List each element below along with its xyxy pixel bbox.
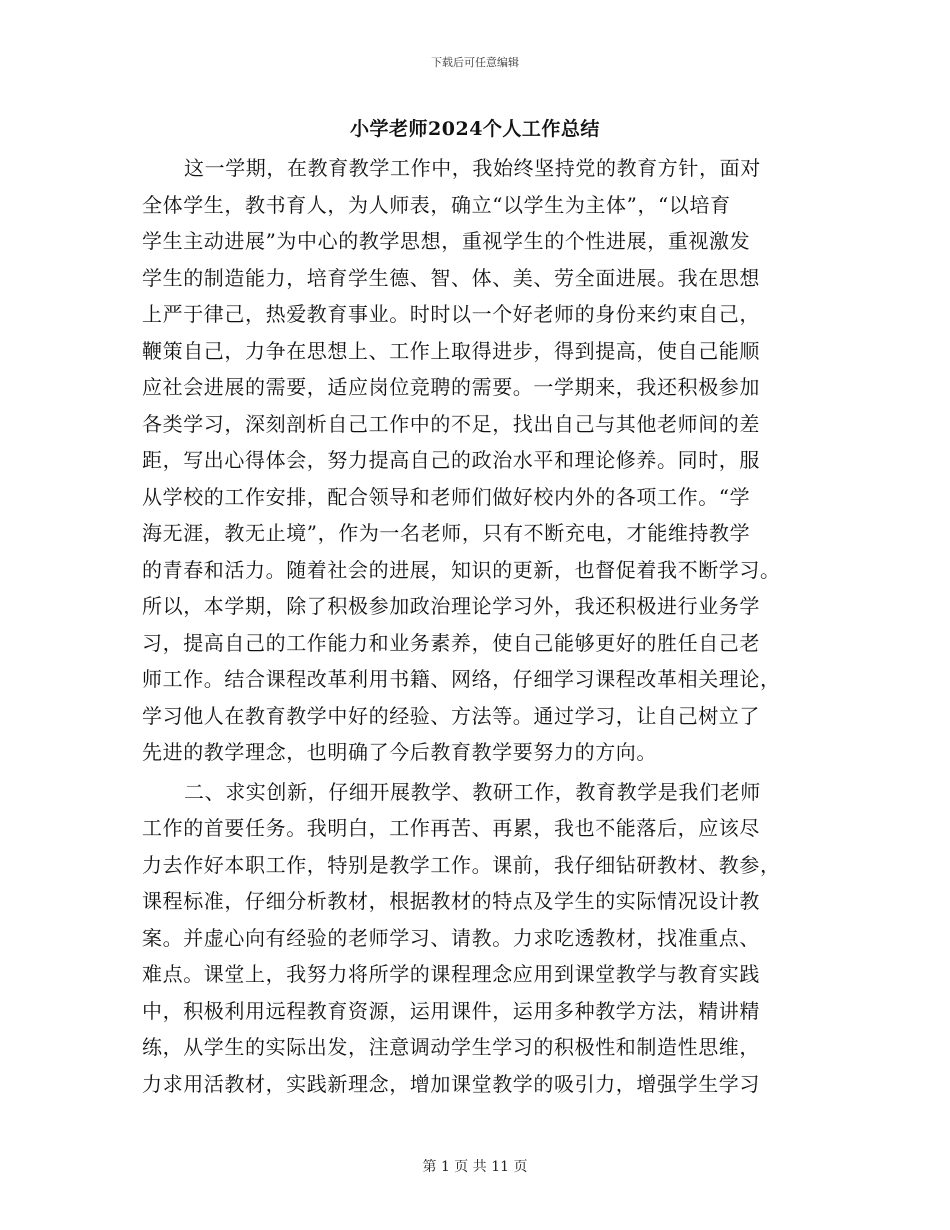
body-line: 这一学期，在教育教学工作中，我始终坚持党的教育方针，面对 — [184, 156, 761, 180]
body-line: 先进的教学理念，也明确了今后教育教学要努力的方向。 — [142, 740, 657, 764]
body-line: 中，积极利用远程教育资源，运用课件，运用多种教学方法，精讲精 — [142, 998, 760, 1023]
page-footer: 第 1 页 共 11 页 — [422, 1159, 528, 1175]
document-title: 小学老师2024个人工作总结 — [350, 118, 600, 140]
body-line: 二、求实创新，仔细开展教学、教研工作，教育教学是我们老师 — [184, 779, 761, 804]
document-body — [142, 150, 810, 1102]
body-line: 从学校的工作安排，配合领导和老师们做好校内外的各项工作。“学 — [142, 484, 751, 509]
body-line: 全体学生，教书育人，为人师表，确立“以学生为主体”，“以培育 — [142, 192, 731, 217]
body-line: 的青春和活力。随着社会的进展，知识的更新，也督促着我不断学习。 — [142, 557, 781, 582]
body-line: 案。并虚心向有经验的老师学习、请教。力求吃透教材，找准重点、 — [142, 925, 760, 950]
body-line: 各类学习，深刻剖析自己工作中的不足，找出自己与其他老师间的差 — [142, 411, 760, 436]
body-line: 课程标准，仔细分析教材，根据教材的特点及学生的实际情况设计教 — [142, 889, 760, 913]
body-line: 力去作好本职工作，特别是教学工作。课前，我仔细钻研教材、教参， — [142, 852, 781, 877]
body-line: 鞭策自己，力争在思想上、工作上取得进步，得到提高，使自己能顺 — [142, 338, 760, 363]
body-line: 习，提高自己的工作能力和业务素养，使自己能够更好的胜任自己老 — [142, 630, 760, 655]
body-line: 学习他人在教育教学中好的经验、方法等。通过学习，让自己树立了 — [142, 703, 760, 728]
body-line: 难点。课堂上，我努力将所学的课程理念应用到课堂教学与教育实践 — [142, 962, 760, 986]
body-line: 应社会进展的需要，适应岗位竞聘的需要。一学期来，我还积极参加 — [142, 375, 760, 399]
body-line: 工作的首要任务。我明白，工作再苦、再累，我也不能落后，应该尽 — [142, 816, 760, 840]
body-line: 所以，本学期，除了积极参加政治理论学习外，我还积极进行业务学 — [142, 594, 760, 618]
body-line: 上严于律己，热爱教育事业。时时以一个好老师的身份来约束自己， — [142, 302, 760, 326]
body-line: 力求用活教材，实践新理念，增加课堂教学的吸引力，增强学生学习 — [142, 1071, 760, 1096]
header-note: 下载后可任意编辑 — [431, 56, 519, 69]
body-line: 练，从学生的实际出发，注意调动学生学习的积极性和制造性思维， — [142, 1035, 760, 1059]
body-line: 距，写出心得体会，努力提高自己的政治水平和理论修养。同时，服 — [142, 448, 760, 472]
body-line: 海无涯，教无止境”，作为一名老师，只有不断充电，才能维持教学 — [142, 521, 751, 545]
body-line: 学生的制造能力，培育学生德、智、体、美、劳全面进展。我在思想 — [142, 265, 760, 290]
body-line: 学生主动进展”为中心的教学思想，重视学生的个性进展，重视激发 — [142, 229, 751, 253]
body-line: 师工作。结合课程改革利用书籍、网络，仔细学习课程改革相关理论， — [142, 667, 781, 691]
